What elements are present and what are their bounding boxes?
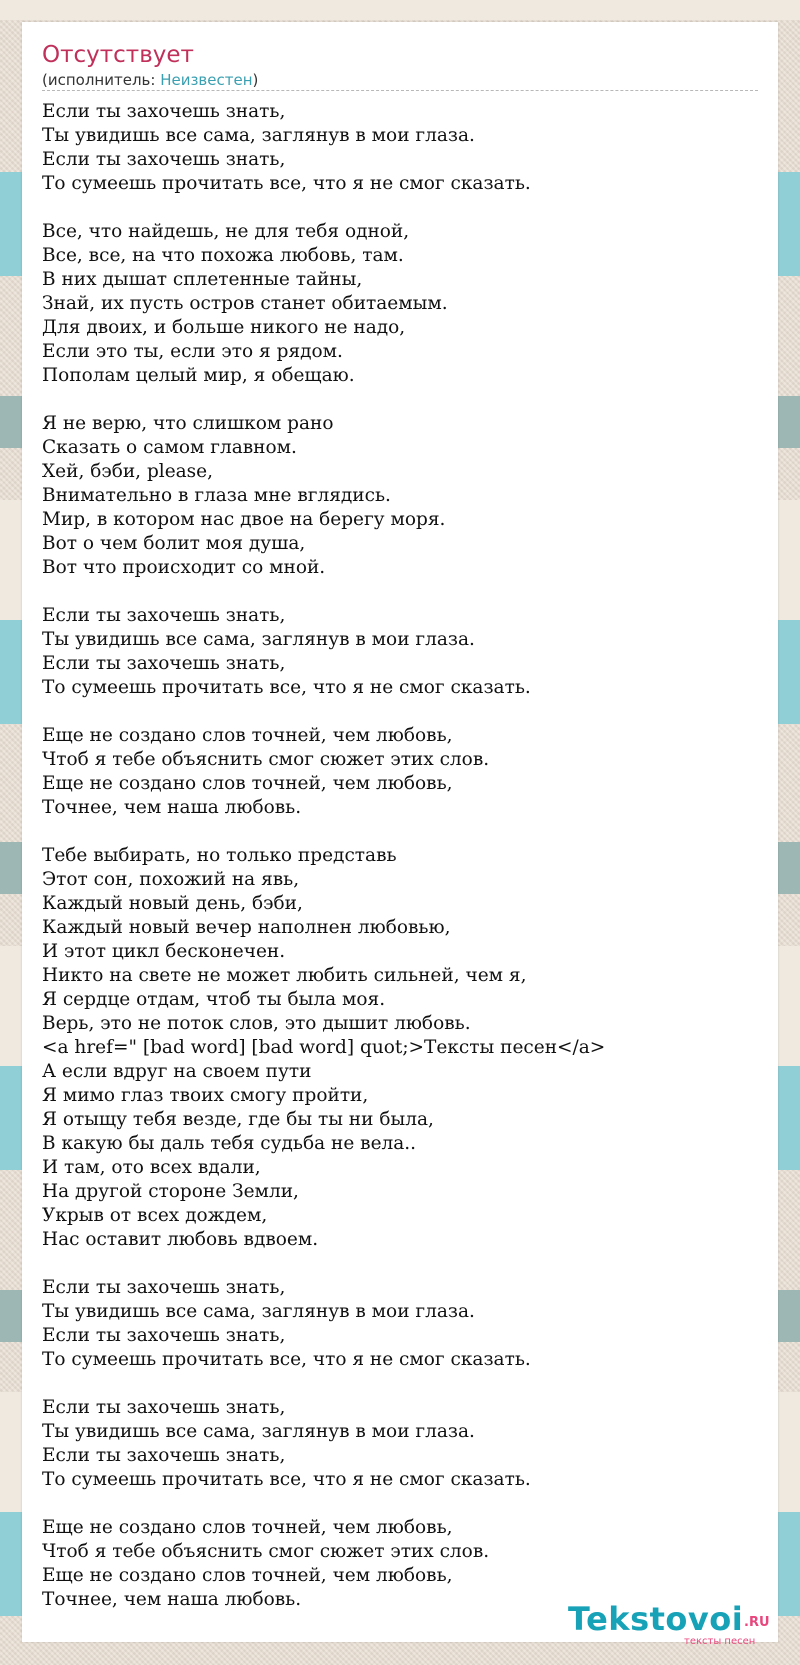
lyrics-line: Нас оставит любовь вдвоем. <box>42 1229 319 1250</box>
lyrics-line: Мир, в котором нас двое на берегу моря. <box>42 509 446 530</box>
lyrics-line: Еще не создано слов точней, чем любовь, <box>42 725 453 746</box>
lyrics-line: Еще не создано слов точней, чем любовь, <box>42 1565 453 1586</box>
lyrics-line: А если вдруг на своем пути <box>42 1061 312 1082</box>
lyrics-line: Если ты захочешь знать, <box>42 1397 286 1418</box>
lyrics-line: Еще не создано слов точней, чем любовь, <box>42 1517 453 1538</box>
lyrics-line: Я не верю, что слишком рано <box>42 413 334 434</box>
artist-suffix: ) <box>252 71 259 89</box>
logo-tagline: тексты песен <box>684 1636 756 1647</box>
lyrics-line: Чтоб я тебе объяснить смог сюжет этих слов. <box>42 749 490 770</box>
lyrics-line: Если ты захочешь знать, <box>42 1277 286 1298</box>
lyrics-line: Я мимо глаз твоих смогу пройти, <box>42 1085 369 1106</box>
lyrics-line: Знай, их пусть остров станет обитаемым. <box>42 293 448 314</box>
lyrics-line: В какую бы даль тебя судьба не вела.. <box>42 1133 417 1154</box>
lyrics-line: Если это ты, если это я рядом. <box>42 341 343 362</box>
lyrics-line: И там, ото всех вдали, <box>42 1157 261 1178</box>
lyrics-line: Тебе выбирать, но только представь <box>42 845 397 866</box>
lyrics-line: Вот о чем болит моя душа, <box>42 533 306 554</box>
lyrics-line: Еще не создано слов точней, чем любовь, <box>42 773 453 794</box>
lyrics-line: Внимательно в глаза мне вглядись. <box>42 485 391 506</box>
lyrics-line: То сумеешь прочитать все, что я не смог сказать. <box>42 1469 531 1490</box>
lyrics-stanza <box>42 604 762 700</box>
lyrics-line: Я отыщу тебя везде, где бы ты ни была, <box>42 1109 434 1130</box>
lyrics-line: Если ты захочешь знать, <box>42 1445 286 1466</box>
lyrics-line: Если ты захочешь знать, <box>42 101 286 122</box>
lyrics-line: Чтоб я тебе объяснить смог сюжет этих слов. <box>42 1541 490 1562</box>
lyrics-line: Ты увидишь все сама, заглянув в мои глаза. <box>42 1301 475 1322</box>
lyrics-card <box>22 22 778 1647</box>
lyrics-line: Укрыв от всех дождем, <box>42 1205 268 1226</box>
lyrics-line: Ты увидишь все сама, заглянув в мои глаза. <box>42 629 475 650</box>
lyrics-line: Если ты захочешь знать, <box>42 149 286 170</box>
lyrics-line: Ты увидишь все сама, заглянув в мои глаза. <box>42 125 475 146</box>
site-logo[interactable] <box>568 1600 770 1647</box>
lyrics-line: В них дышат сплетенные тайны, <box>42 269 363 290</box>
lyrics-stanza <box>42 1516 762 1612</box>
lyrics-text <box>42 100 762 1636</box>
lyrics-line: Пополам целый мир, я обещаю. <box>42 365 355 386</box>
lyrics-stanza <box>42 1276 762 1372</box>
lyrics-stanza <box>42 724 762 820</box>
lyrics-line: Все, что найдешь, не для тебя одной, <box>42 221 410 242</box>
lyrics-line: Сказать о самом главном. <box>42 437 297 458</box>
lyrics-line: Верь, это не поток слов, это дышит любовь. <box>42 1013 471 1034</box>
lyrics-line: <a href=" [bad word] [bad word] quot;>Тексты песен</a> <box>42 1037 606 1058</box>
lyrics-line: Точнее, чем наша любовь. <box>42 797 302 818</box>
lyrics-stanza <box>42 844 762 1252</box>
lyrics-line: Вот что происходит со мной. <box>42 557 326 578</box>
lyrics-line: Если ты захочешь знать, <box>42 605 286 626</box>
background-stripe <box>0 0 800 20</box>
header-divider <box>42 90 758 91</box>
lyrics-stanza <box>42 100 762 196</box>
artist-line <box>42 71 258 89</box>
artist-link[interactable]: Неизвестен <box>160 71 253 89</box>
logo-tld: .RU <box>744 1615 770 1630</box>
lyrics-line: Каждый новый день, бэби, <box>42 893 303 914</box>
song-title: Отсутствует <box>42 42 194 68</box>
lyrics-line: Никто на свете не может любить сильней, чем я, <box>42 965 527 986</box>
lyrics-line: На другой стороне Земли, <box>42 1181 299 1202</box>
lyrics-line: То сумеешь прочитать все, что я не смог сказать. <box>42 173 531 194</box>
lyrics-stanza <box>42 220 762 388</box>
lyrics-line: То сумеешь прочитать все, что я не смог сказать. <box>42 677 531 698</box>
lyrics-line: Ты увидишь все сама, заглянув в мои глаза. <box>42 1421 475 1442</box>
lyrics-line: Точнее, чем наша любовь. <box>42 1589 302 1610</box>
lyrics-line: Этот сон, похожий на явь, <box>42 869 300 890</box>
lyrics-line: Если ты захочешь знать, <box>42 1325 286 1346</box>
lyrics-stanza <box>42 412 762 580</box>
lyrics-stanza <box>42 1396 762 1492</box>
lyrics-line: Хей, бэби, please, <box>42 461 213 482</box>
lyrics-line: То сумеешь прочитать все, что я не смог сказать. <box>42 1349 531 1370</box>
lyrics-line: Все, все, на что похожа любовь, там. <box>42 245 404 266</box>
artist-prefix: (исполнитель: <box>42 71 161 89</box>
lyrics-line: Если ты захочешь знать, <box>42 653 286 674</box>
lyrics-line: И этот цикл бесконечен. <box>42 941 286 962</box>
lyrics-line: Я сердце отдам, чтоб ты была моя. <box>42 989 386 1010</box>
logo-name: Tekstovoi <box>568 1600 744 1638</box>
lyrics-line: Для двоих, и больше никого не надо, <box>42 317 406 338</box>
lyrics-line: Каждый новый вечер наполнен любовью, <box>42 917 451 938</box>
